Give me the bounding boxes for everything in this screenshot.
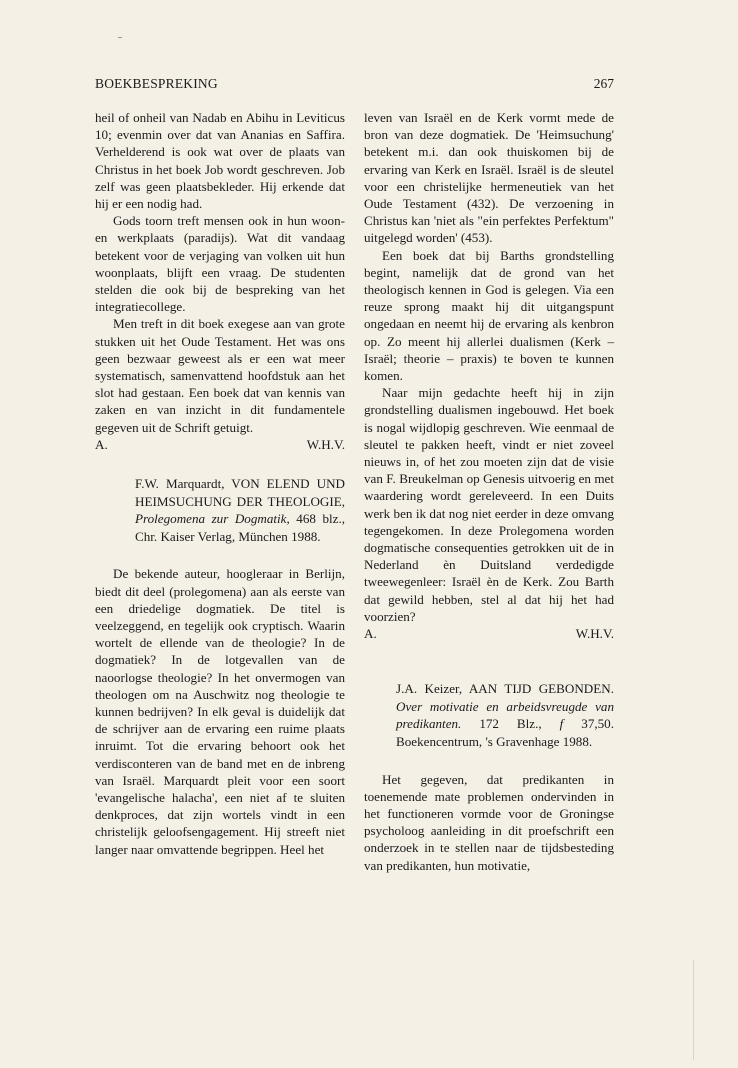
paragraph: Men treft in dit boek exegese aan van grote stukken uit het Oude Testament. Het was ons geen bezwaar geweest als er een wat meer systematisch, samenvattend hoofdstuk aan het slot had gestaan. Een boek dat van kennis van zaken en van inzicht in dit fundamentele gegeven uit de Schrift getuigt. (95, 316, 345, 435)
paragraph: Naar mijn gedachte heeft hij in zijn grondstelling dualismen ingebouwd. Het boek is nogal wijdlopig geschreven. Wie eenmaal de sleutel te pakken heeft, vindt er niet zoveel nieuws in, of het zou moeten zijn dat de visie van F. Breukelman op Genesis uitvoerig en met waardering wordt gereleveerd. In een Duits werk ben ik dat nog niet eerder in deze omvang tegengekomen. In deze Prolegomena worden dogmatische consequenties getrokken uit de in Nederland èn Duitsland verdedigde tweewegenleer: Israël èn de Kerk. Zou Barth dat gewild hebben, stel al dat hij het had voorzien? (364, 385, 614, 624)
citation-details: 37,50. Boekencentrum, 's Gravenhage 1988. (396, 716, 614, 750)
book-citation (135, 475, 345, 545)
citation-price-symbol: f (559, 716, 564, 732)
right-column (364, 109, 614, 874)
paragraph: Een boek dat bij Barths grondstelling begint, namelijk dat de grond van het theologisch kennen in God is gelegen. Via een reuze sprong maakt hij dit uitgangspunt ongedaan en neemt hij de ervaring als kenbron op. Zo meent hij allerlei dualismen (Kerk – Israël; theorie – praxis) te boven te kunnen komen. (364, 247, 614, 384)
page-number: 267 (593, 76, 614, 91)
citation-author-title: F.W. Marquardt, VON ELEND UND HEIMSUCHUNG DER THEOLOGIE, (135, 476, 345, 509)
citation-details: 468 blz., Chr. Kaiser Verlag, München 1988. (135, 511, 345, 544)
signature-initial: A. (364, 626, 377, 642)
section-title: BOEKBESPREKING (95, 76, 218, 91)
signature-name: W.H.V. (306, 436, 345, 452)
paragraph: leven van Israël en de Kerk vormt mede de bron van deze dogmatiek. De 'Heimsuchung' betekent m.i. dan ook thuiskomen bij de ervaring van Kerk en Israël. Israël is de sleutel voor een christelijke hermeneutiek van het Oude Testament (432). De verzoening in Christus kan 'niet als "ein perfektes Perfektum" uitgelegd worden' (453). (364, 110, 614, 246)
running-header (95, 76, 614, 94)
paragraph: Het gegeven, dat predikanten in toenemende mate problemen ondervinden in het functioneren vormde voor de Groningse psycholoog aanleiding in dit proefschrift een onderzoek in te stellen naar de tijdsbesteding van predikanten, hun motivatie, (364, 771, 614, 873)
left-column (95, 109, 345, 858)
citation-subtitle: Over motivatie en arbeidsvreugde van predikanten. (396, 698, 614, 732)
paragraph: De bekende auteur, hoogleraar in Berlijn, biedt dit deel (prolegomena) aan als eerste van een driedelige dogmatiek. De titel is veelzeggend, en tegelijk ook cryptisch. Waarin wortelt de ellende van de theologie? In de dogmatiek? In de lotgevallen van de naoorlogse theologie? In het onvermogen van theologen om na Auschwitz nog theologie te kunnen bedrijven? In elk geval is duidelijk dat de schrijver aan de ervaring een ruime plaats inruimt. Tot die ervaring behoort ook het verdisconteren van de band met en de inbreng van Israël. Marquardt pleit voor een soort 'evangelische halacha', een niet af te sluiten denkproces, dat zijn wortels vindt in een christelijk geloofsengagement. Hij streeft niet langer naar omvattende begrippen. Heel het (95, 566, 345, 857)
review-signature (95, 436, 345, 453)
citation-details: 172 Blz., (479, 716, 542, 732)
signature-initial: A. (95, 436, 108, 452)
page-edge-shadow (693, 960, 694, 1060)
citation-author-title: J.A. Keizer, AAN TIJD GEBONDEN. (396, 681, 614, 697)
signature-name: W.H.V. (575, 626, 614, 642)
paragraph: Gods toorn treft mensen ook in hun woon- en werkplaats (paradijs). Wat dit vandaag betekent voor de verjaging van volken uit hun woonplaats, blijft een vraag. De studenten stelden die ook bij de bespreking van het integratiecollege. (95, 213, 345, 315)
scan-speck (118, 37, 122, 38)
review-signature (364, 625, 614, 642)
paragraph: heil of onheil van Nadab en Abihu in Leviticus 10; evenmin over dat van Ananias en Saffira. Verhelderend is ook wat over de plaats van Christus in het boek Job wordt geschreven. Job zelf was geen plaatsbekleder. Hij erkende dat hij er een nodig had. (95, 110, 345, 212)
book-citation (396, 680, 614, 750)
citation-subtitle: Prolegomena zur Dogmatik, (135, 511, 290, 527)
